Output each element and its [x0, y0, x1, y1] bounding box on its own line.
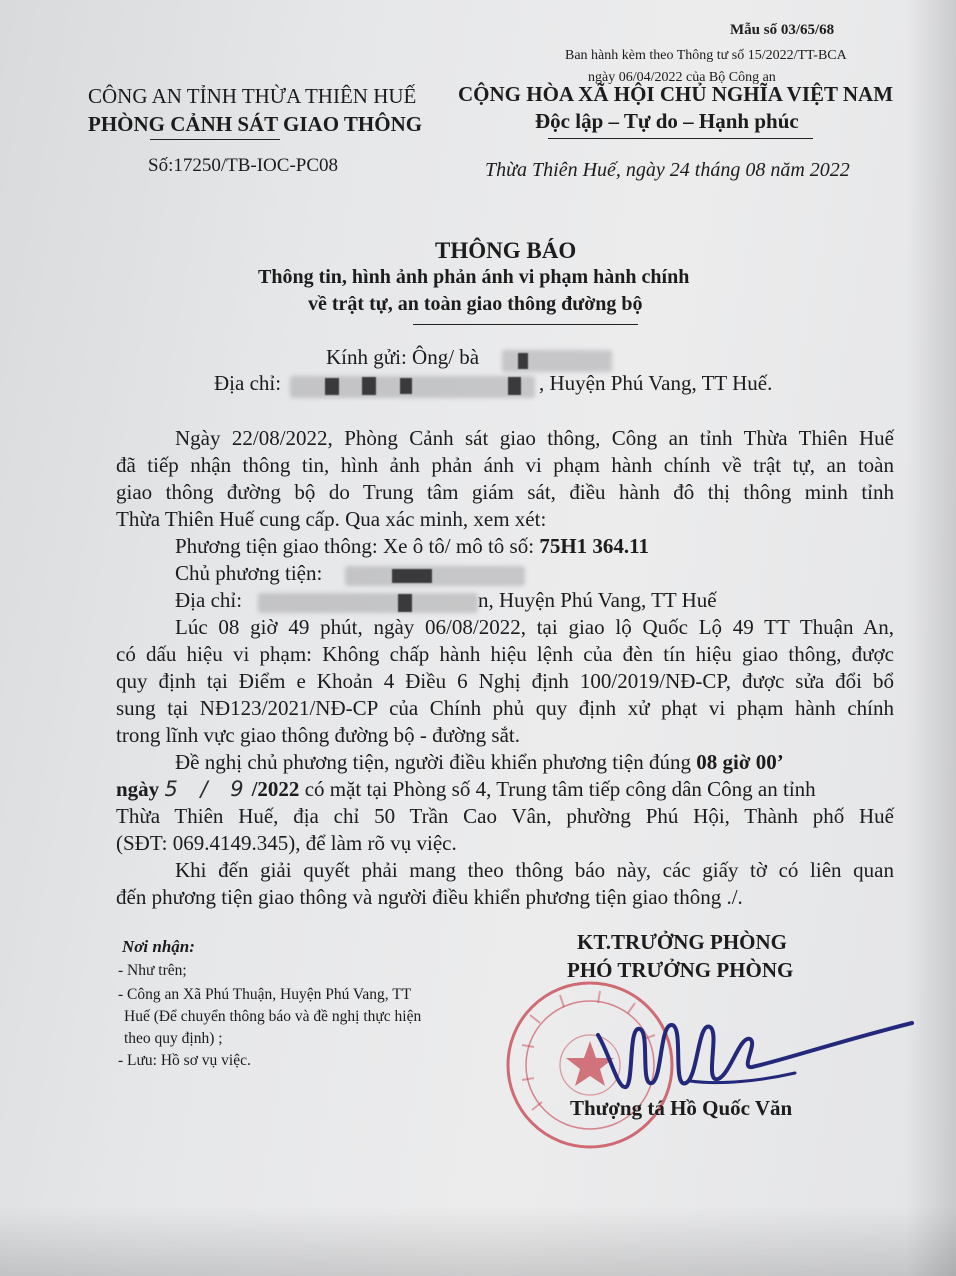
redacted-owner: [345, 566, 525, 586]
title-underline: [413, 324, 638, 325]
parent-agency: CÔNG AN TỈNH THỪA THIÊN HUẾ: [88, 84, 417, 108]
motto: Độc lập – Tự do – Hạnh phúc: [535, 109, 799, 133]
recipient-label: Kính gửi: Ông/ bà: [326, 345, 480, 369]
redacted-mark: [362, 377, 376, 395]
body-line: đã tiếp nhận thông tin, hình ảnh phản ánh vi phạm hành chính về trật tự, an toàn: [116, 453, 894, 477]
form-number: Mẫu số 03/65/68: [730, 22, 835, 38]
body-line: có dấu hiệu vi phạm: Không chấp hành hiệu lệnh của đèn tín hiệu giao thông, được: [116, 642, 894, 666]
nation-title: CỘNG HÒA XÃ HỘI CHỦ NGHĨA VIỆT NAM: [458, 82, 894, 106]
signature-title-2: PHÓ TRƯỞNG PHÒNG: [567, 958, 794, 982]
recipient-item: - Như trên;: [118, 962, 187, 979]
body-line: quy định tại Điểm e Khoản 4 Điều 6 Nghị định 100/2019/NĐ-CP, được sửa đổi bổ: [116, 669, 894, 693]
signer-name: Thượng tá Hồ Quốc Văn: [570, 1096, 793, 1120]
agency-name: PHÒNG CẢNH SÁT GIAO THÔNG: [88, 112, 423, 136]
owner-label: Chủ phương tiện:: [175, 561, 323, 585]
recipient-item: Huế (Để chuyển thông báo và đề nghị thực hiện: [124, 1008, 422, 1025]
vehicle-plate: 75H1 364.11: [539, 534, 649, 558]
body-line: trong lĩnh vực giao thông đường bộ - đường sắt.: [116, 723, 520, 747]
form-issued-line2: ngày 06/04/2022 của Bộ Công an: [588, 70, 776, 85]
page-shadow-right: [906, 0, 956, 1276]
address-label: Địa chỉ:: [214, 371, 282, 395]
redacted-mark: [400, 378, 412, 394]
body-line: đến phương tiện giao thông và người điều khiển phương tiện giao thông ./.: [116, 885, 743, 909]
body-line: Thừa Thiên Huế cung cấp. Qua xác minh, xem xét:: [116, 507, 547, 531]
redacted-mark: [398, 594, 412, 612]
vehicle-label: Phương tiện giao thông: Xe ô tô/ mô tô số: 75H1 364.11: [175, 534, 649, 558]
body-line: Khi đến giải quyết phải mang theo thông báo này, các giấy tờ có liên quan: [175, 858, 894, 882]
page-shadow-bottom: [0, 1206, 956, 1276]
body-line: giao thông đường bộ do Trung tâm giám sát, điều hành đô thị thông minh tỉnh: [116, 480, 894, 504]
body-line: (SĐT: 069.4149.345), để làm rõ vụ việc.: [116, 831, 457, 855]
doc-subtitle-2: về trật tự, an toàn giao thông đường bộ: [308, 293, 643, 315]
redacted-owner-address: [258, 593, 478, 613]
appointment-time: 08 giờ 00’: [696, 750, 784, 774]
doc-title: THÔNG BÁO: [435, 238, 577, 263]
body-line: sung tại NĐ123/2021/NĐ-CP của Chính phủ quy định xử phạt vi phạm hành chính: [116, 696, 894, 720]
address-tail: , Huyện Phú Vang, TT Huế.: [539, 371, 773, 395]
body-line: Thừa Thiên Huế, địa chỉ 50 Trần Cao Vân, phường Phú Hội, Thành phố Huế: [116, 804, 894, 828]
redacted-mark: [392, 569, 432, 583]
redacted-mark: [325, 378, 339, 395]
handwritten-date: 5 / 9: [164, 777, 252, 801]
appointment-line: Đề nghị chủ phương tiện, người điều khiển phương tiện đúng 08 giờ 00’: [175, 750, 784, 774]
redacted-mark: [508, 377, 521, 395]
doc-subtitle-1: Thông tin, hình ảnh phản ánh vi phạm hành chính: [258, 266, 690, 288]
body-line: Ngày 22/08/2022, Phòng Cảnh sát giao thông, Công an tỉnh Thừa Thiên Huế: [175, 426, 894, 450]
owner-address-label: Địa chỉ:: [175, 588, 243, 612]
signature-icon: [590, 995, 920, 1105]
form-issued-line1: Ban hành kèm theo Thông tư số 15/2022/TT-BCA: [565, 48, 847, 63]
signature-title-1: KT.TRƯỞNG PHÒNG: [577, 930, 787, 954]
recipient-item: - Lưu: Hồ sơ vụ việc.: [118, 1052, 251, 1069]
redacted-mark: [518, 353, 528, 369]
recipient-item: theo quy định) ;: [124, 1030, 223, 1047]
doc-number: Số:17250/TB-IOC-PC08: [148, 155, 339, 176]
recipient-item: - Công an Xã Phú Thuận, Huyện Phú Vang, TT: [118, 986, 412, 1003]
body-line: Lúc 08 giờ 49 phút, ngày 06/08/2022, tại giao lộ Quốc Lộ 49 TT Thuận An,: [175, 615, 894, 639]
place-date: Thừa Thiên Huế, ngày 24 tháng 08 năm 2022: [485, 159, 850, 181]
agency-underline: [150, 139, 280, 140]
recipients-title: Nơi nhận:: [122, 937, 195, 956]
owner-address-tail: n, Huyện Phú Vang, TT Huế: [478, 588, 717, 612]
appointment-date-line: ngày 5 / 9/2022 có mặt tại Phòng số 4, Trung tâm tiếp công dân Công an tỉnh: [116, 777, 816, 801]
motto-underline: [548, 138, 813, 139]
